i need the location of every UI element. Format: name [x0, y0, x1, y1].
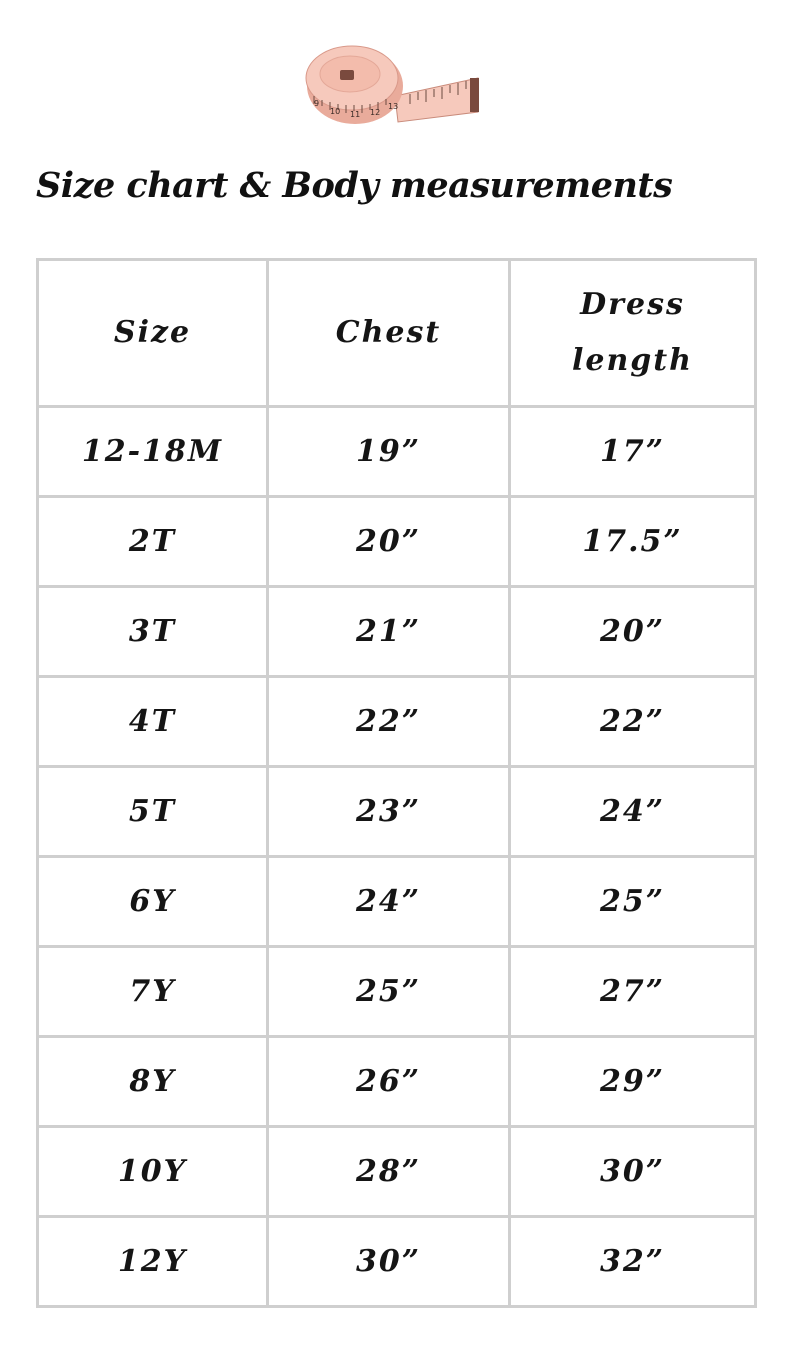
- header-chest: Chest: [268, 260, 510, 407]
- size-cell: 8Y: [38, 1037, 268, 1127]
- dress-length-cell: 22”: [510, 677, 756, 767]
- dress-length-cell: 20”: [510, 587, 756, 677]
- dress-length-cell: 27”: [510, 947, 756, 1037]
- size-chart-table: [36, 258, 757, 1308]
- table-row: [38, 1127, 756, 1217]
- dress-length-cell: 32”: [510, 1217, 756, 1307]
- table-row: [38, 1217, 756, 1307]
- chest-cell: 22”: [268, 677, 510, 767]
- table-row: [38, 947, 756, 1037]
- dress-length-cell: 17.5”: [510, 497, 756, 587]
- size-cell: 5T: [38, 767, 268, 857]
- chest-cell: 24”: [268, 857, 510, 947]
- tape-number: 13: [388, 102, 399, 111]
- header-dress-length: [510, 260, 756, 407]
- tape-number: 10: [330, 107, 341, 116]
- table-header-row: [38, 260, 756, 407]
- chest-cell: 20”: [268, 497, 510, 587]
- chest-cell: 23”: [268, 767, 510, 857]
- table-row: [38, 767, 756, 857]
- size-cell: 6Y: [38, 857, 268, 947]
- size-cell: 7Y: [38, 947, 268, 1037]
- dress-length-cell: 30”: [510, 1127, 756, 1217]
- table-row: [38, 857, 756, 947]
- size-cell: 4T: [38, 677, 268, 767]
- table-row: [38, 407, 756, 497]
- chest-cell: 19”: [268, 407, 510, 497]
- tape-number: 9: [314, 99, 320, 108]
- size-cell: 3T: [38, 587, 268, 677]
- size-cell: 12Y: [38, 1217, 268, 1307]
- table-row: [38, 497, 756, 587]
- table-row: [38, 677, 756, 767]
- tape-number: 11: [350, 110, 361, 119]
- chest-cell: 28”: [268, 1127, 510, 1217]
- page-title: Size chart & Body measurements: [36, 165, 673, 206]
- dress-length-cell: 25”: [510, 857, 756, 947]
- table-row: [38, 1037, 756, 1127]
- dress-length-cell: 24”: [510, 767, 756, 857]
- dress-length-cell: 29”: [510, 1037, 756, 1127]
- tape-number: 12: [370, 108, 381, 117]
- table-row: [38, 587, 756, 677]
- chest-cell: 25”: [268, 947, 510, 1037]
- chest-cell: 21”: [268, 587, 510, 677]
- size-cell: 2T: [38, 497, 268, 587]
- chest-cell: 30”: [268, 1217, 510, 1307]
- header-dress-length-label: Dress length: [572, 287, 693, 378]
- measuring-tape-icon: [300, 34, 490, 130]
- header-size: Size: [38, 260, 268, 407]
- chest-cell: 26”: [268, 1037, 510, 1127]
- size-cell: 10Y: [38, 1127, 268, 1217]
- dress-length-cell: 17”: [510, 407, 756, 497]
- size-cell: 12-18M: [38, 407, 268, 497]
